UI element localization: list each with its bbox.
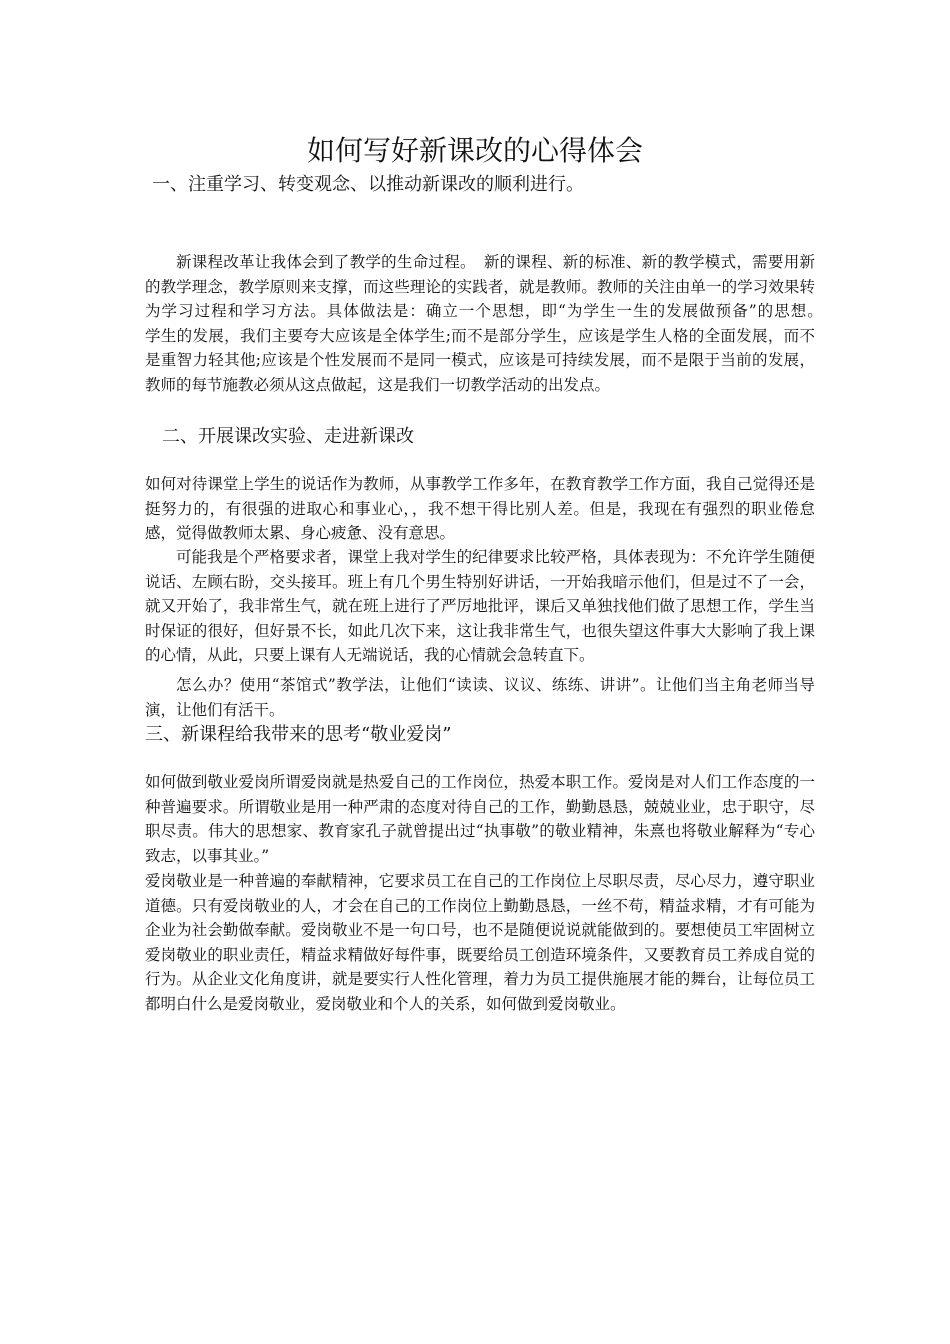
section-2-heading: 二、开展课改实验、走进新课改 [162, 426, 414, 447]
section-2-paragraph-3: 怎么办？使用“茶馆式”教学法，让他们“读读、议议、练练、讲讲”。让他们当主角老师当导演，让他们有活干。 [145, 676, 815, 719]
section-3-paragraph-1: 如何做到敬业爱岗所谓爱岗就是热爱自己的工作岗位，热爱本职工作。爱岗是对人们工作态度的一种普遍要求。所谓敬业是用一种严肃的态度对待自己的工作，勤勤恳恳，兢兢业业，忠于职守，尽职尽责。伟大的思想家、教育家孔子就曾提出过“执事敬”的敬业精神，朱熹也将敬业解释为“专心致志，以事其业。” [145, 773, 815, 865]
section-1-paragraph: 新课程改革让我体会到了教学的生命过程。 新的课程、新的标准、新的教学模式，需要用新的教学理念，教学原则来支撑，而这些理论的实践者，就是教师。教师的关注由单一的学习效果转为学习过程和学习方法。具体做法是：确立一个思想，即“为学生一生的发展做预备”的思想。 学生的发展，我们主要夸大应该是全体学生;而不是部分学生，应该是学生人格的全面发展，而不是重智力轻其他;应该是个性发展而不是同一模式，应该是可持续发展，而不是限于当前的发展，教师的每节施教必须从这点做起，这是我们一切教学活动的出发点。 [145, 253, 847, 394]
section-3-heading: 三、新课程给我带来的思考“敬业爱岗” [145, 724, 452, 745]
document-title: 如何写好新课改的心得体会 [306, 134, 643, 167]
section-3-paragraph-2: 爱岗敬业是一种普遍的奉献精神，它要求员工在自己的工作岗位上尽职尽责，尽心尽力，遵守职业道德。只有爱岗敬业的人，才会在自己的工作岗位上勤勤恳恳，一丝不苟，精益求精，才有可能为企业为社会勤做奉献。爱岗敬业不是一句口号，也不是随便说说就能做到的。要想使员工牢固树立爱岗敬业的职业责任，精益求精做好每件事，既要给员工创造环境条件，又要教育员工养成自觉的行为。从企业文化角度讲，就是要实行人性化管理，着力为员工提供施展才能的舞台，让每位员工都明白什么是爱岗敬业，爱岗敬业和个人的关系，如何做到爱岗敬业。 [145, 872, 815, 1013]
section-2-paragraph-1: 如何对待课堂上学生的说话作为教师，从事教学工作多年，在教育教学工作方面，我自己觉得还是挺努力的，有很强的进取心和事业心，，我不想干得比别人差。但是，我现在有强烈的职业倦怠感，觉得做教师太累、身心疲惫、没有意思。 [145, 475, 815, 542]
section-1-heading: 一、注重学习、转变观念、以推动新课改的顺利进行。 [152, 174, 584, 195]
section-2-paragraph-2: 可能我是个严格要求者，课堂上我对学生的纪律要求比较严格，具体表现为：不允许学生随便说话、左顾右盼，交头接耳。班上有几个男生特别好讲话，一开始我暗示他们，但是过不了一会，就又开始了，我非常生气，就在班上进行了严厉地批评，课后又单独找他们做了思想工作，学生当时保证的很好，但好景不长，如此几次下来，这让我非常生气，也很失望这件事大大影响了我上课的心情，从此，只要上课有人无端说话，我的心情就会急转直下。 [145, 548, 815, 664]
